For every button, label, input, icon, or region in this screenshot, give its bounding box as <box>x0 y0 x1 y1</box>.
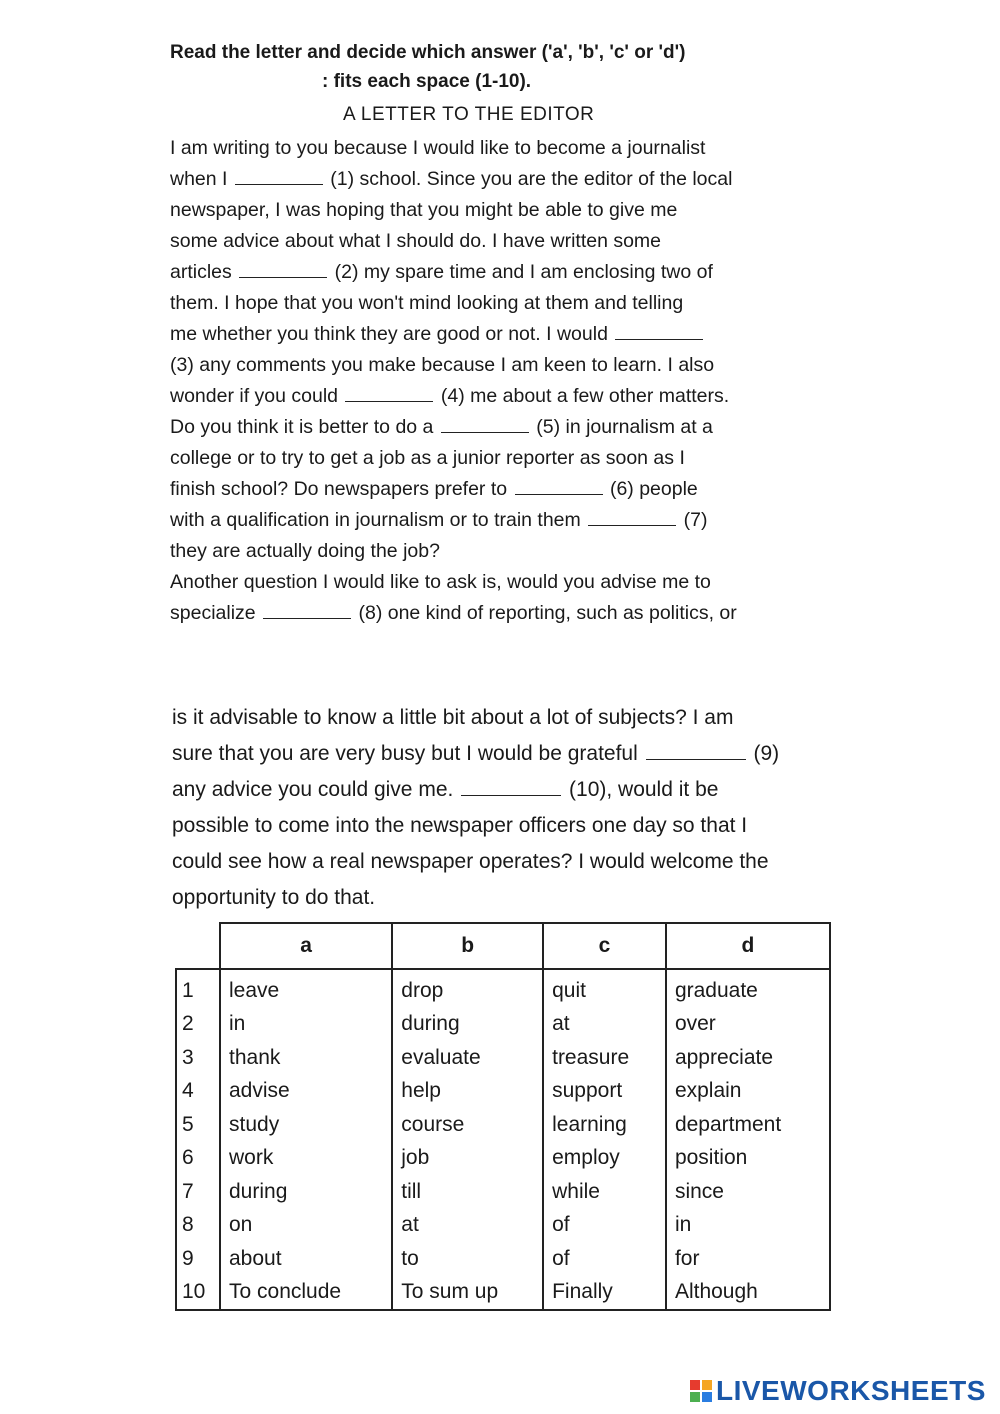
letter-text: Do you think it is better to do a <box>170 416 434 438</box>
option-d: for <box>666 1242 830 1276</box>
letter-line <box>170 536 737 567</box>
letter-text: college or to try to get a job as a junior reporter as soon as I <box>170 447 685 469</box>
letter-text: I am writing to you because I would like to become a journalist <box>170 137 706 159</box>
answer-blank-1[interactable] <box>235 170 323 185</box>
answer-blank-3[interactable] <box>615 325 703 340</box>
instructions-line-2: : fits each space (1-10). <box>322 71 532 92</box>
letter-line <box>170 474 737 505</box>
letter-body-part-2 <box>172 700 779 916</box>
answer-blank-2[interactable] <box>239 263 327 278</box>
option-c: Finally <box>543 1276 666 1311</box>
column-header-c: c <box>543 923 666 969</box>
letter-text: some advice about what I should do. I have written some <box>170 230 662 252</box>
column-header-b: b <box>392 923 543 969</box>
letter-line <box>170 505 737 536</box>
letter-text: opportunity to do that. <box>172 886 376 909</box>
letter-title: A LETTER TO THE EDITOR <box>343 104 595 125</box>
option-a: thank <box>220 1041 392 1075</box>
letter-text: any advice you could give me. <box>172 778 454 801</box>
table-row <box>176 1242 830 1276</box>
letter-line <box>170 412 737 443</box>
option-b: till <box>392 1175 543 1209</box>
table-row <box>176 969 830 1008</box>
letter-line <box>172 736 779 772</box>
logo-square-icon <box>702 1392 712 1402</box>
table-header-row <box>176 923 830 969</box>
letter-text: (7) <box>683 509 708 531</box>
letter-text: (8) one kind of reporting, such as politics, or <box>358 602 737 624</box>
option-c: treasure <box>543 1041 666 1075</box>
option-d: position <box>666 1142 830 1176</box>
letter-text: them. I hope that you won't mind looking at them and telling <box>170 292 684 314</box>
letter-line <box>170 164 737 195</box>
letter-text: (2) my spare time and I am enclosing two of <box>334 261 713 283</box>
letter-line <box>172 880 779 916</box>
letter-text: finish school? Do newspapers prefer to <box>170 478 508 500</box>
letter-line <box>172 808 779 844</box>
letter-text: newspaper, I was hoping that you might be able to give me <box>170 199 678 221</box>
question-number: 4 <box>176 1075 220 1109</box>
letter-line <box>170 288 737 319</box>
table-row <box>176 1041 830 1075</box>
letter-line <box>172 772 779 808</box>
question-number: 1 <box>176 969 220 1008</box>
letter-text: with a qualification in journalism or to train them <box>170 509 581 531</box>
instructions-line-1: Read the letter and decide which answer ('a', 'b', 'c' or 'd') <box>170 42 686 63</box>
letter-line <box>170 350 737 381</box>
letter-line <box>170 443 737 474</box>
logo-square-icon <box>690 1392 700 1402</box>
letter-text: is it advisable to know a little bit about a lot of subjects? I am <box>172 706 734 729</box>
option-b: course <box>392 1108 543 1142</box>
option-d: department <box>666 1108 830 1142</box>
option-b: help <box>392 1075 543 1109</box>
option-a: on <box>220 1209 392 1243</box>
option-b: at <box>392 1209 543 1243</box>
letter-line <box>172 700 779 736</box>
option-a: during <box>220 1175 392 1209</box>
letter-text: they are actually doing the job? <box>170 540 440 562</box>
letter-text: specialize <box>170 602 256 624</box>
logo-square-icon <box>690 1380 700 1390</box>
question-number: 3 <box>176 1041 220 1075</box>
option-c: support <box>543 1075 666 1109</box>
option-c: quit <box>543 969 666 1008</box>
answer-blank-5[interactable] <box>441 418 529 433</box>
option-d: explain <box>666 1075 830 1109</box>
option-a: about <box>220 1242 392 1276</box>
letter-line <box>170 567 737 598</box>
letter-text: (10), would it be <box>569 778 719 801</box>
option-a: leave <box>220 969 392 1008</box>
question-number: 9 <box>176 1242 220 1276</box>
liveworksheets-logo[interactable] <box>690 1375 986 1407</box>
option-b: evaluate <box>392 1041 543 1075</box>
option-c: at <box>543 1008 666 1042</box>
letter-line <box>170 598 737 629</box>
header-corner <box>176 923 220 969</box>
letter-body-part-1 <box>170 133 737 629</box>
answer-blank-10[interactable] <box>461 781 561 796</box>
letter-text: me whether you think they are good or not. I would <box>170 323 608 345</box>
letter-line <box>170 195 737 226</box>
table-row <box>176 1108 830 1142</box>
letter-text: wonder if you could <box>170 385 339 407</box>
letter-text: possible to come into the newspaper officers one day so that I <box>172 814 748 837</box>
question-number: 2 <box>176 1008 220 1042</box>
question-number: 6 <box>176 1142 220 1176</box>
option-b: to <box>392 1242 543 1276</box>
table-row <box>176 1175 830 1209</box>
option-c: of <box>543 1242 666 1276</box>
option-d: since <box>666 1175 830 1209</box>
letter-line <box>170 381 737 412</box>
letter-text: (6) people <box>609 478 698 500</box>
options-table <box>175 922 831 1311</box>
letter-line <box>170 133 737 164</box>
letter-text: Another question I would like to ask is, would you advise me to <box>170 571 711 593</box>
option-b: job <box>392 1142 543 1176</box>
option-a: work <box>220 1142 392 1176</box>
letter-line <box>172 844 779 880</box>
answer-blank-8[interactable] <box>263 604 351 619</box>
letter-line <box>170 257 737 288</box>
column-header-d: d <box>666 923 830 969</box>
letter-text: when I <box>170 168 228 190</box>
option-b: during <box>392 1008 543 1042</box>
liveworksheets-wordmark: LIVEWORKSHEETS <box>716 1375 986 1406</box>
table-row <box>176 1008 830 1042</box>
option-c: of <box>543 1209 666 1243</box>
option-c: learning <box>543 1108 666 1142</box>
option-b: drop <box>392 969 543 1008</box>
liveworksheets-icon <box>690 1380 712 1402</box>
option-c: employ <box>543 1142 666 1176</box>
option-a: advise <box>220 1075 392 1109</box>
letter-text: (1) school. Since you are the editor of the local <box>330 168 733 190</box>
table-row <box>176 1276 830 1311</box>
option-c: while <box>543 1175 666 1209</box>
letter-text: could see how a real newspaper operates? I would welcome the <box>172 850 769 873</box>
option-a: in <box>220 1008 392 1042</box>
letter-text: (4) me about a few other matters. <box>440 385 730 407</box>
table-row <box>176 1142 830 1176</box>
question-number: 10 <box>176 1276 220 1311</box>
option-a: study <box>220 1108 392 1142</box>
letter-line <box>170 226 737 257</box>
option-d: Although <box>666 1276 830 1311</box>
letter-text: (3) any comments you make because I am keen to learn. I also <box>170 354 715 376</box>
table-row <box>176 1075 830 1109</box>
letter-line <box>170 319 737 350</box>
letter-text: articles <box>170 261 232 283</box>
question-number: 5 <box>176 1108 220 1142</box>
table-row <box>176 1209 830 1243</box>
answer-blank-9[interactable] <box>646 745 746 760</box>
question-number: 8 <box>176 1209 220 1243</box>
question-number: 7 <box>176 1175 220 1209</box>
letter-text: (5) in journalism at a <box>536 416 713 438</box>
option-d: over <box>666 1008 830 1042</box>
column-header-a: a <box>220 923 392 969</box>
option-d: appreciate <box>666 1041 830 1075</box>
option-d: in <box>666 1209 830 1243</box>
option-d: graduate <box>666 969 830 1008</box>
option-a: To conclude <box>220 1276 392 1311</box>
answer-blank-6[interactable] <box>515 480 603 495</box>
answer-blank-7[interactable] <box>588 511 676 526</box>
letter-text: (9) <box>753 742 780 765</box>
answer-blank-4[interactable] <box>345 387 433 402</box>
letter-text: sure that you are very busy but I would be grateful <box>172 742 638 765</box>
logo-square-icon <box>702 1380 712 1390</box>
option-b: To sum up <box>392 1276 543 1311</box>
